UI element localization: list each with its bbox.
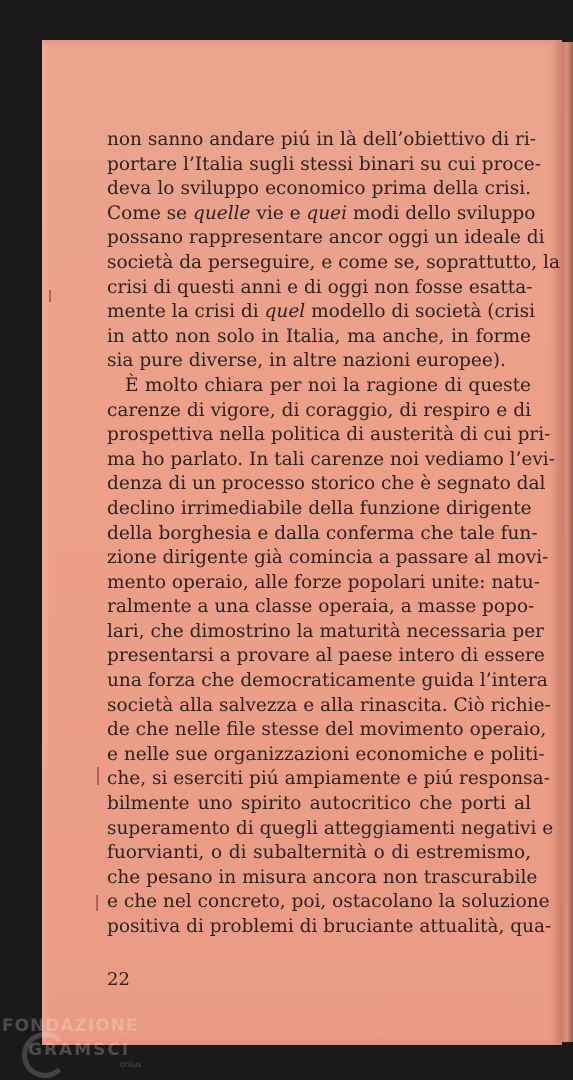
text-line: non sanno andare piú in là dell’obiettivo di ri- xyxy=(107,129,537,150)
text-line: possano rappresentare ancor oggi un ideale di xyxy=(107,227,545,249)
margin-mark xyxy=(97,767,99,785)
text-line: de che nelle file stesse del movimento operaio, xyxy=(107,719,547,741)
text-line: zione dirigente già comincia a passare al movi- xyxy=(107,547,549,569)
text-line: ma ho parlato. In tali carenze noi vediamo l’evi- xyxy=(107,448,555,470)
text-line: carenze di vigore, di coraggio, di respiro e di xyxy=(107,399,531,421)
watermark-line2: GRAMSCI xyxy=(28,1040,131,1060)
text-line: che pesano in misura ancora non trascurabile xyxy=(107,866,538,888)
text-line: positiva di problemi di bruciante attualità, qua- xyxy=(107,916,552,937)
gramsci-logo-icon xyxy=(22,1032,68,1078)
text-line: della borghesia e dalla conferma che tale fun- xyxy=(107,522,538,544)
text-line: fuorvianti, o di subalternità o di estremismo, xyxy=(107,842,531,864)
text-line: lari, che dimostrino la maturità necessaria per xyxy=(107,620,544,642)
text-line: in atto non solo in Italia, ma anche, in forme xyxy=(107,325,531,347)
text-line: una forza che democraticamente guida l’intera xyxy=(107,670,548,692)
watermark-line1: FONDAZIONE xyxy=(2,1016,139,1036)
text-line: bilmente uno spirito autocritico che porti al xyxy=(107,793,531,815)
text-line: mento operaio, alle forze popolari unite: natu- xyxy=(107,571,540,593)
book-page xyxy=(42,40,562,1045)
margin-mark xyxy=(96,895,98,911)
watermark-suffix: onlus xyxy=(120,1060,142,1069)
text-line: che, si eserciti piú ampiamente e piú responsa- xyxy=(107,768,550,790)
italic-word: quel xyxy=(264,301,306,323)
text-line: e nelle sue organizzazioni economiche e politi- xyxy=(107,743,545,765)
text-line: società alla salvezza e alla rinascita. Ciò richie- xyxy=(107,694,551,716)
italic-word: quelle xyxy=(193,202,251,224)
text-line: presentarsi a provare al paese intero di essere xyxy=(107,645,545,667)
body-text xyxy=(107,128,561,940)
text-line: portare l’Italia sugli stessi binari su cui proce- xyxy=(107,153,541,175)
margin-mark xyxy=(49,290,51,302)
text-line: sia pure diverse, in altre nazioni europee). xyxy=(107,350,506,372)
text-line: È molto chiara per noi la ragione di queste xyxy=(125,374,531,396)
fondazione-gramsci-watermark xyxy=(2,1016,141,1069)
text-line: Come se quelle vie e quei modi dello sviluppo xyxy=(107,202,536,224)
page-number: 22 xyxy=(107,969,130,990)
text-line: declino irrimediabile della funzione dirigente xyxy=(107,497,532,519)
text-line: crisi di questi anni e di oggi non fosse esatta- xyxy=(107,276,533,298)
text-line: denza di un processo storico che è segnato dal xyxy=(107,473,546,495)
text-line: prospettiva nella politica di austerità di cui pri- xyxy=(107,424,551,446)
italic-word: quei xyxy=(306,202,348,224)
text-line: ralmente a una classe operaia, a masse popo- xyxy=(107,596,535,618)
text-line: società da perseguire, e come se, soprattutto, la xyxy=(107,251,561,273)
text-line: deva lo sviluppo economico prima della crisi. xyxy=(107,178,531,200)
text-line: e che nel concreto, poi, ostacolano la soluzione xyxy=(107,891,550,913)
text-line: superamento di quegli atteggiamenti negativi e xyxy=(107,817,554,839)
text-line: mente la crisi di quel modello di società (crisi xyxy=(107,301,535,323)
